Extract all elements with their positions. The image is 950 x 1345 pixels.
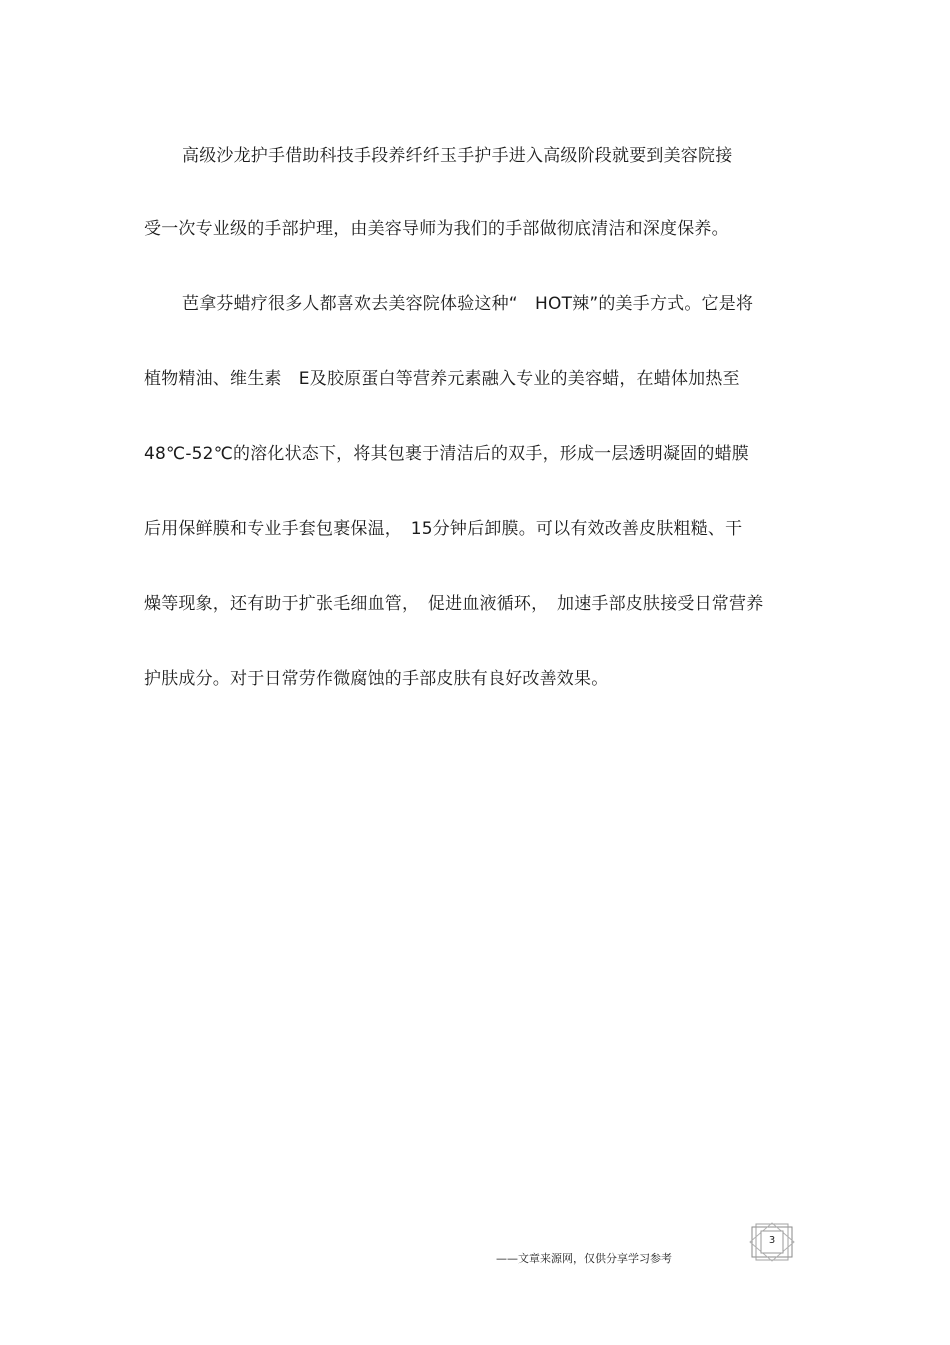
footer-source-note: ——文章来源网，仅供分享学习参考 (496, 1252, 672, 1265)
paragraph-2-line-1: 芭拿芬蜡疗很多人都喜欢去美容院体验这种“ HOT辣”的美手方式。它是将 (182, 294, 754, 314)
paragraph-1-line-2: 受一次专业级的手部护理，由美容导师为我们的手部做彻底清洁和深度保养。 (144, 219, 729, 239)
page-number-badge (749, 1222, 795, 1262)
paragraph-2-line-5: 燥等现象，还有助于扩张毛细血管， 促进血液循环， 加速手部皮肤接受日常营养 (144, 594, 764, 614)
paragraph-2-line-4: 后用保鲜膜和专业手套包裹保温， 15分钟后卸膜。可以有效改善皮肤粗糙、干 (144, 519, 743, 539)
paragraph-2-line-3: 48℃-52℃的溶化状态下，将其包裹于清洁后的双手，形成一层透明凝固的蜡膜 (144, 444, 749, 464)
page-number: 3 (768, 1235, 776, 1246)
paragraph-2-line-2: 植物精油、维生素 E及胶原蛋白等营养元素融入专业的美容蜡，在蜡体加热至 (144, 369, 740, 389)
paragraph-1-line-1: 高级沙龙护手借助科技手段养纤纤玉手护手进入高级阶段就要到美容院接 (182, 146, 733, 166)
paragraph-2-line-6: 护肤成分。对于日常劳作微腐蚀的手部皮肤有良好改善效果。 (144, 669, 609, 689)
